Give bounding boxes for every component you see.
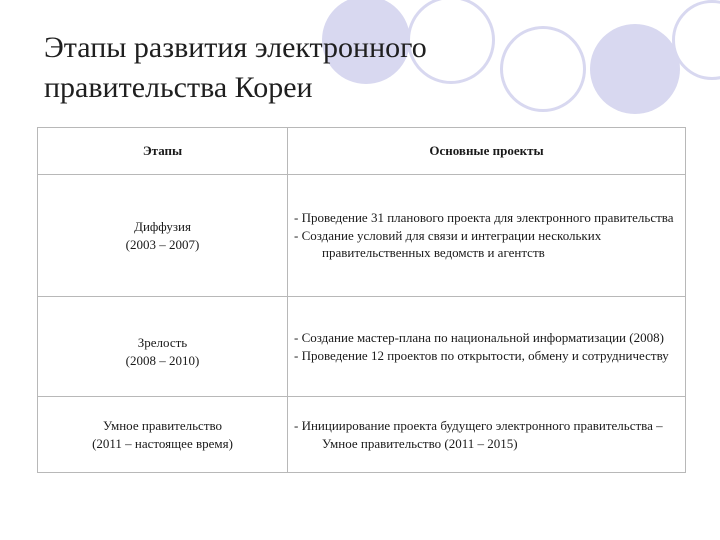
project-item: - Инициирование проекта будущего электронного правительства – Умное правительство (2011 – 2015) <box>294 418 663 451</box>
project-item: - Создание мастер-плана по национальной информатизации (2008) <box>294 330 664 345</box>
stage-period: (2003 – 2007) <box>125 236 200 252</box>
stage-period: (2011 – настоящее время) <box>92 435 233 451</box>
decor-circle-3 <box>500 26 586 112</box>
slide-title-line: Этапы развития электронного <box>44 31 427 64</box>
header-cell-projects: Основные проекты <box>288 128 686 175</box>
stage-name: Зрелость <box>137 335 188 350</box>
slide-title <box>44 28 484 108</box>
stage-cell <box>38 297 288 397</box>
stages-table <box>37 127 686 473</box>
table-row <box>38 297 686 397</box>
slide-title-line: правительства Кореи <box>44 71 313 104</box>
table-header-row <box>38 128 686 175</box>
header-cell-stages: Этапы <box>38 128 288 175</box>
table-row <box>38 175 686 297</box>
project-item: - Проведение 12 проектов по открытости, обмену и сотрудничеству <box>294 347 669 363</box>
table-row <box>38 397 686 473</box>
projects-cell <box>288 297 686 397</box>
stage-name: Умное правительство <box>102 417 223 433</box>
stage-period: (2008 – 2010) <box>125 353 200 368</box>
projects-cell <box>288 397 686 473</box>
stage-cell <box>38 175 288 297</box>
project-item: - Проведение 31 планового проекта для электронного правительства <box>294 210 674 226</box>
stage-name: Диффузия <box>134 218 191 234</box>
stage-cell <box>38 397 288 473</box>
decor-circle-4 <box>590 24 680 114</box>
projects-cell <box>288 175 686 297</box>
project-item: - Создание условий для связи и интеграции нескольких правительственных ведомств и агентств <box>294 227 602 261</box>
